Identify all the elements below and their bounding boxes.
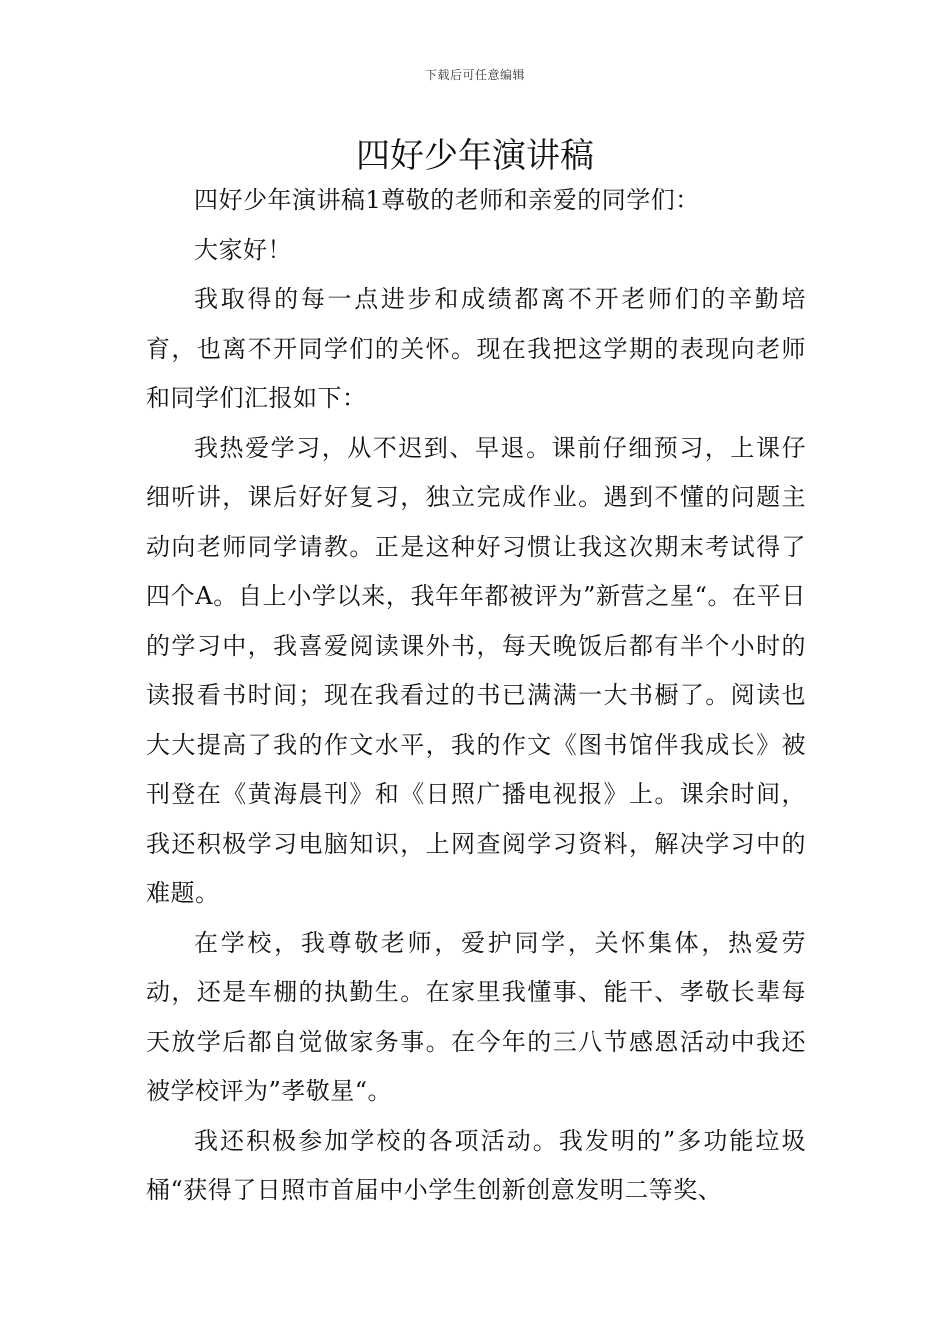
paragraph-conduct: 在学校，我尊敬老师，爱护同学，关怀集体，热爱劳动，还是车棚的执勤生。在家里我懂事、能干、孝敬长辈每天放学后都自觉做家务事。在今年的三八节感恩活动中我还被学校评为”孝敬星“。: [146, 928, 806, 1105]
header-note: 下载后可任意编辑: [424, 68, 525, 82]
document-title: 四好少年演讲稿: [356, 136, 594, 176]
paragraph-study: 我热爱学习，从不迟到、早退。课前仔细预习，上课仔细听讲，课后好好复习，独立完成作业。遇到不懂的问题主动向老师同学请教。正是这种好习惯让我这次期末考试得了四个A。自上小学以来，我年年都被评为”新营之星“。在平日的学习中，我喜爱阅读课外书，每天晚饭后都有半个小时的读报看书时间；现在我看过的书已满满一大书橱了。阅读也大大提高了我的作文水平，我的作文《图书馆伴我成长》被刊登在《黄海晨刊》和《日照广播电视报》上。课余时间，我还积极学习电脑知识，上网查阅学习资料，解决学习中的难题。: [146, 433, 806, 907]
paragraph-greeting-line: 四好少年演讲稿1尊敬的老师和亲爱的同学们：: [194, 186, 700, 214]
paragraph-intro: 我取得的每一点进步和成绩都离不开老师们的辛勤培育，也离不开同学们的关怀。现在我把这学期的表现向老师和同学们汇报如下：: [146, 285, 806, 412]
document-body: [146, 176, 806, 1216]
paragraph-activities: 我还积极参加学校的各项活动。我发明的”多功能垃圾桶“获得了日照市首届中小学生创新创意发明二等奖、: [146, 1126, 806, 1204]
paragraph-hello: 大家好！: [194, 235, 292, 264]
